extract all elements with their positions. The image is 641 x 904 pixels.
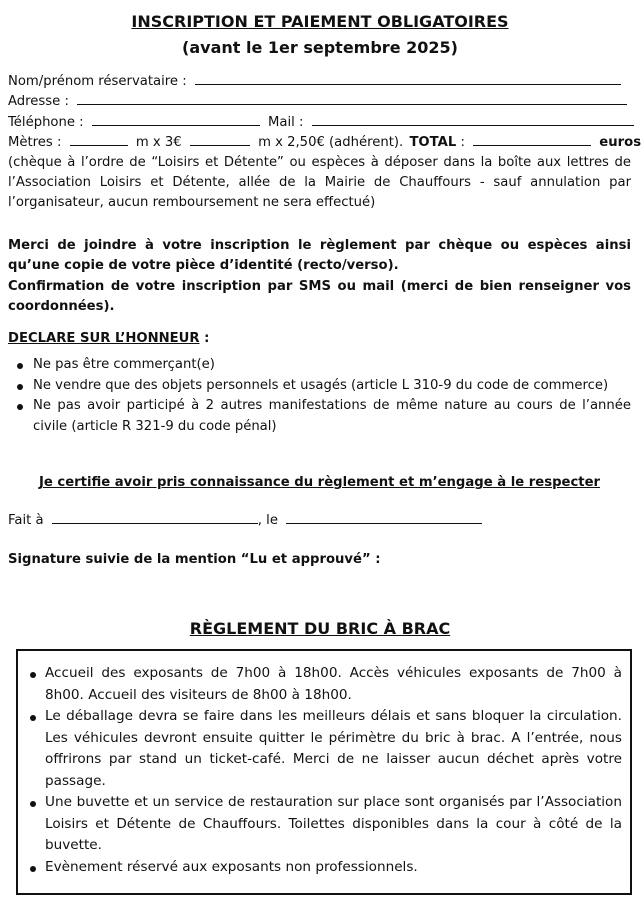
rules-box <box>16 649 632 895</box>
rules-title: RÈGLEMENT DU BRIC À BRAC <box>189 619 451 638</box>
declaration-list <box>8 355 631 437</box>
rules-item: Accueil des exposants de 7h00 à 18h00. Accès véhicules exposants de 7h00 à 8h00. Accueil des visiteurs de 8h00 à 18h00. <box>23 663 622 706</box>
declaration-heading-suffix: : <box>199 331 210 346</box>
total-separator: : <box>460 135 465 151</box>
notice-confirmation: Confirmation de votre inscription par SMS ou mail (merci de bien renseigner vos coordonnées). <box>8 278 631 315</box>
place-date-row <box>8 510 631 531</box>
page-subtitle: (avant le 1er septembre 2025) <box>182 38 458 57</box>
notice-documents: Merci de joindre à votre inscription le règlement par chèque ou espèces ainsi qu’une copie de votre pièce d’identité (recto/verso). <box>8 238 631 274</box>
declaration-heading-text: DECLARE SUR L’HONNEUR <box>8 331 200 346</box>
notice-section <box>8 236 631 318</box>
registration-form <box>8 71 641 214</box>
address-field[interactable] <box>77 91 627 105</box>
declaration-item: Ne pas avoir participé à 2 autres manifestations de même nature au cours de l’année civile (article R 321-9 du code pénal) <box>8 396 631 437</box>
total-field[interactable] <box>473 132 591 146</box>
address-row <box>8 91 631 111</box>
declaration-item: Ne vendre que des objets personnels et usagés (article L 310-9 du code de commerce) <box>8 376 631 396</box>
contact-row <box>8 112 631 132</box>
place-field[interactable] <box>52 510 258 524</box>
rules-item: Une buvette et un service de restauration sur place sont organisés par l’Association Loisirs et Détente de Chauffours. Toilettes disponibles dans la cour à côté de la buvette. <box>23 792 622 857</box>
total-label: TOTAL <box>409 135 457 151</box>
rules-item: Le déballage devra se faire dans les meilleurs délais et sans bloquer la circulation. Les véhicules devront ensuite quitter le périmètre du bric à brac. A l’entrée, nous offrirons par stand un ticket-café. Merci de ne laisser aucun déchet après votre passage. <box>23 706 622 792</box>
address-label: Adresse : <box>8 94 69 110</box>
rules-list <box>23 663 622 878</box>
mail-label: Mail : <box>268 114 304 130</box>
meters-field[interactable] <box>70 132 128 146</box>
declaration-heading <box>8 329 631 349</box>
name-row <box>8 71 631 91</box>
date-field[interactable] <box>286 510 482 524</box>
meters-rate: m x 3€ <box>135 135 182 151</box>
rules-item: Evènement réservé aux exposants non professionnels. <box>23 857 622 879</box>
meters-row <box>8 132 641 152</box>
signature-mention: Signature suivie de la mention “Lu et approuvé” : <box>8 552 381 567</box>
adherent-rate: m x 2,50€ (adhérent). <box>258 135 404 151</box>
declaration-section <box>8 329 631 437</box>
adherent-meters-field[interactable] <box>190 132 250 146</box>
declaration-item: Ne pas être commerçant(e) <box>8 355 631 375</box>
payment-note: (chèque à l’ordre de “Loisirs et Détente” ou espèces à déposer dans la boîte aux lettres de l’Association Loisirs et Détente, allée de la Mairie de Chauffours - sauf annulation par l’organisateur, aucun remboursement ne sera effectué) <box>8 154 631 211</box>
date-label: , le <box>257 513 278 528</box>
place-label: Fait à <box>8 513 44 528</box>
phone-field[interactable] <box>92 112 260 126</box>
page-title: INSCRIPTION ET PAIEMENT OBLIGATOIRES <box>131 12 509 31</box>
certify-statement: Je certifie avoir pris connaissance du règlement et m’engage à le respecter <box>38 475 601 490</box>
name-label: Nom/prénom réservataire : <box>8 74 187 89</box>
name-field[interactable] <box>195 71 621 85</box>
phone-label: Téléphone : <box>8 114 84 130</box>
mail-field[interactable] <box>312 112 634 126</box>
currency-label: euros <box>599 135 641 151</box>
meters-label: Mètres : <box>8 135 62 151</box>
